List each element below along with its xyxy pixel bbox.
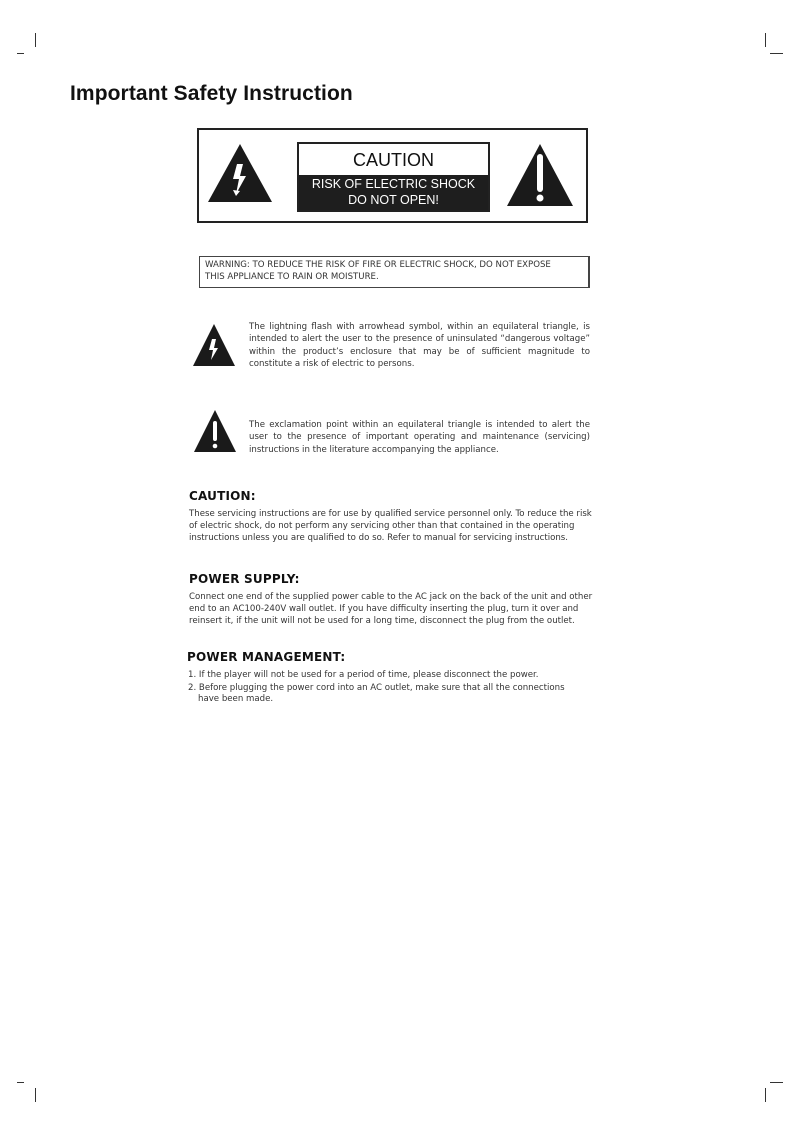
caution-paragraph (189, 509, 639, 544)
lightning-symbol-description: The lightning flash with arrowhead symbol, within an equilateral triangle, is intended to alert the user to the presence of uninsulated “dangerous voltage” within the product’s enclosure that may be of sufficient magnitude to constitute a risk of electric to persons. (249, 322, 590, 370)
exclamation-symbol-description: The exclamation point within an equilateral triangle is intended to alert the user to the presence of important operating and maintenance (servicing) instructions in the literature accompanying the appliance. (249, 420, 590, 455)
crop-mark (765, 1088, 766, 1102)
list-item: 1. If the player will not be used for a period of time, please disconnect the power. (188, 670, 539, 680)
warning-line2: THIS APPLIANCE TO RAIN OR MOISTURE. (205, 272, 379, 282)
caution-heading: CAUTION: (189, 489, 256, 503)
caution-label-heading: CAUTION (353, 150, 434, 170)
caution-label-line1: RISK OF ELECTRIC SHOCK (311, 177, 476, 191)
power-supply-line: reinsert it, if the unit will not be used for a long time, disconnect the plug from the outlet. (189, 615, 575, 626)
crop-mark (17, 53, 24, 54)
power-supply-paragraph (189, 592, 639, 627)
crop-mark (765, 33, 766, 47)
caution-label-line2: DO NOT OPEN! (348, 193, 439, 207)
exclamation-triangle-icon (505, 142, 575, 208)
crop-mark (770, 1082, 783, 1083)
power-management-heading: POWER MANAGEMENT: (187, 650, 346, 664)
warning-box (199, 256, 590, 288)
warning-line1: WARNING: TO REDUCE THE RISK OF FIRE OR ELECTRIC SHOCK, DO NOT EXPOSE (205, 260, 551, 270)
lightning-triangle-icon (192, 323, 236, 367)
power-supply-line: Connect one end of the supplied power cable to the AC jack on the back of the unit and other (189, 592, 593, 602)
crop-mark (35, 1088, 36, 1102)
power-supply-line: end to an AC100-240V wall outlet. If you have difficulty inserting the plug, turn it over and (189, 603, 579, 614)
crop-mark (770, 53, 783, 54)
caution-label-subtext (299, 175, 488, 210)
page-title: Important Safety Instruction (70, 82, 353, 105)
power-supply-heading: POWER SUPPLY: (189, 572, 300, 586)
crop-mark (35, 33, 36, 47)
power-management-list (188, 670, 618, 705)
caution-line: of electric shock, do not perform any servicing other than that contained in the operating (189, 520, 575, 531)
caution-line: instructions unless you are qualified to do so. Refer to manual for servicing instructions. (189, 532, 568, 543)
list-item: 2. Before plugging the power cord into an AC outlet, make sure that all the connections (188, 683, 565, 693)
caution-label-plate (297, 142, 490, 212)
list-item: have been made. (198, 694, 274, 704)
crop-mark (17, 1082, 24, 1083)
caution-line: These servicing instructions are for use by qualified service personnel only. To reduce the risk (189, 509, 592, 519)
lightning-triangle-icon (206, 142, 274, 204)
exclamation-triangle-icon (193, 409, 237, 453)
